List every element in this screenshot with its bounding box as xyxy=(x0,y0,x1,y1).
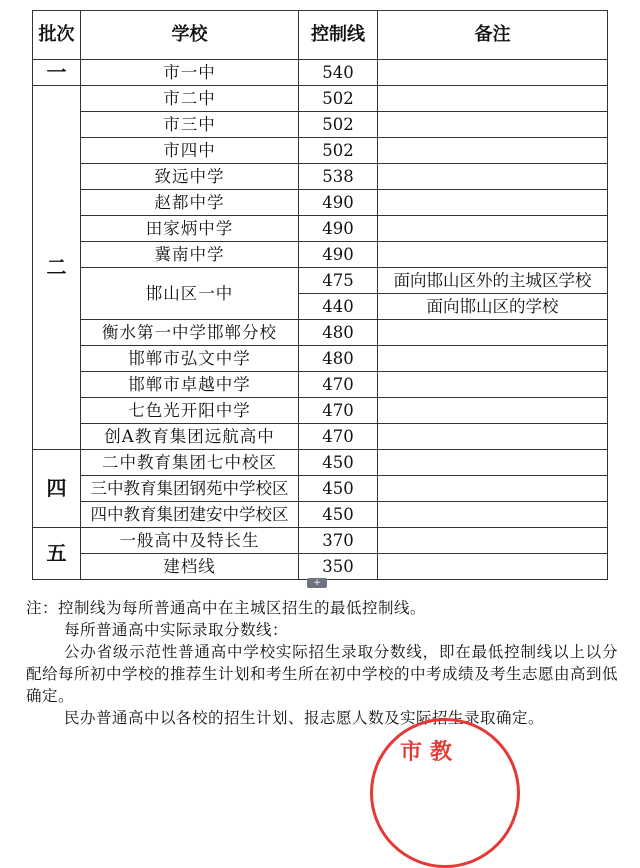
table-row xyxy=(33,164,608,190)
note-cell xyxy=(378,528,608,554)
batch-cell: 二 xyxy=(33,86,81,450)
note-line-2: 每所普通高中实际录取分数线： xyxy=(64,621,289,639)
score-cell: 480 xyxy=(299,320,378,346)
header-score: 控制线 xyxy=(299,11,378,60)
score-cell: 470 xyxy=(299,398,378,424)
table-row xyxy=(33,554,608,580)
note-cell xyxy=(378,216,608,242)
header-batch: 批次 xyxy=(33,11,81,60)
score-cell: 440 xyxy=(299,294,378,320)
score-cell: 470 xyxy=(299,424,378,450)
score-cell: 450 xyxy=(299,476,378,502)
notes-section xyxy=(26,597,618,729)
note-cell xyxy=(378,190,608,216)
school-cell: 二中教育集团七中校区 xyxy=(81,450,299,476)
score-cell: 370 xyxy=(299,528,378,554)
school-cell: 冀南中学 xyxy=(81,242,299,268)
note-cell xyxy=(378,242,608,268)
table-row xyxy=(33,372,608,398)
note-cell xyxy=(378,320,608,346)
table-header-row xyxy=(33,11,608,60)
table-row xyxy=(33,86,608,112)
table-row xyxy=(33,268,608,294)
table-row xyxy=(33,216,608,242)
table-row xyxy=(33,450,608,476)
note-cell xyxy=(378,60,608,86)
score-cell: 502 xyxy=(299,86,378,112)
school-cell: 田家炳中学 xyxy=(81,216,299,242)
batch-cell: 一 xyxy=(33,60,81,86)
score-cell: 502 xyxy=(299,138,378,164)
school-cell: 建档线 xyxy=(81,554,299,580)
school-cell: 市三中 xyxy=(81,112,299,138)
school-cell: 邯郸市卓越中学 xyxy=(81,372,299,398)
note-cell: 面向邯山区外的主城区学校 xyxy=(378,268,608,294)
table-row xyxy=(33,502,608,528)
school-cell: 一般高中及特长生 xyxy=(81,528,299,554)
score-cell: 350 xyxy=(299,554,378,580)
school-cell: 市一中 xyxy=(81,60,299,86)
batch-cell: 五 xyxy=(33,528,81,580)
note-cell xyxy=(378,502,608,528)
table-row xyxy=(33,528,608,554)
score-cell: 450 xyxy=(299,450,378,476)
note-cell xyxy=(378,398,608,424)
school-cell: 市四中 xyxy=(81,138,299,164)
note-cell xyxy=(378,554,608,580)
table-row xyxy=(33,424,608,450)
table-row xyxy=(33,398,608,424)
school-cell: 致远中学 xyxy=(81,164,299,190)
note-cell xyxy=(378,476,608,502)
school-cell: 邯郸市弘文中学 xyxy=(81,346,299,372)
school-cell: 衡水第一中学邯郸分校 xyxy=(81,320,299,346)
school-cell: 邯山区一中 xyxy=(81,268,299,320)
note-cell xyxy=(378,346,608,372)
score-cell: 450 xyxy=(299,502,378,528)
school-cell: 七色光开阳中学 xyxy=(81,398,299,424)
table-row xyxy=(33,60,608,86)
table-row xyxy=(33,346,608,372)
table-row xyxy=(33,138,608,164)
score-cell: 502 xyxy=(299,112,378,138)
note-cell xyxy=(378,450,608,476)
note-cell: 面向邯山区的学校 xyxy=(378,294,608,320)
admission-score-table xyxy=(32,10,608,580)
school-cell: 市二中 xyxy=(81,86,299,112)
note-cell xyxy=(378,424,608,450)
score-cell: 490 xyxy=(299,190,378,216)
table-row xyxy=(33,476,608,502)
score-cell: 538 xyxy=(299,164,378,190)
school-cell: 三中教育集团钢苑中学校区 xyxy=(81,476,299,502)
header-school: 学校 xyxy=(81,11,299,60)
score-cell: 475 xyxy=(299,268,378,294)
score-cell: 540 xyxy=(299,60,378,86)
note-cell xyxy=(378,86,608,112)
school-cell: 创A教育集团远航高中 xyxy=(81,424,299,450)
table-row xyxy=(33,242,608,268)
table-resize-handle[interactable]: + xyxy=(307,578,327,588)
note-cell xyxy=(378,112,608,138)
score-cell: 470 xyxy=(299,372,378,398)
note-line-1: 注：控制线为每所普通高中在主城区招生的最低控制线。 xyxy=(26,599,427,617)
table-row xyxy=(33,112,608,138)
table-row xyxy=(33,190,608,216)
batch-cell: 四 xyxy=(33,450,81,528)
table-row xyxy=(33,320,608,346)
note-cell xyxy=(378,372,608,398)
note-line-3: 公办省级示范性普通高中学校实际招生录取分数线，即在最低控制线以上以分配给每所初中学校的推荐生计划和考生所在初中学校的中考成绩及考生志愿由高到低确定。 xyxy=(26,643,619,705)
score-cell: 490 xyxy=(299,216,378,242)
school-cell: 四中教育集团建安中学校区 xyxy=(81,502,299,528)
header-note: 备注 xyxy=(378,11,608,60)
school-cell: 赵都中学 xyxy=(81,190,299,216)
score-cell: 490 xyxy=(299,242,378,268)
note-line-4: 民办普通高中以各校的招生计划、报志愿人数及实际招生录取确定。 xyxy=(64,709,545,727)
seal-text: 市教 xyxy=(400,739,461,765)
score-cell: 480 xyxy=(299,346,378,372)
note-cell xyxy=(378,138,608,164)
note-cell xyxy=(378,164,608,190)
